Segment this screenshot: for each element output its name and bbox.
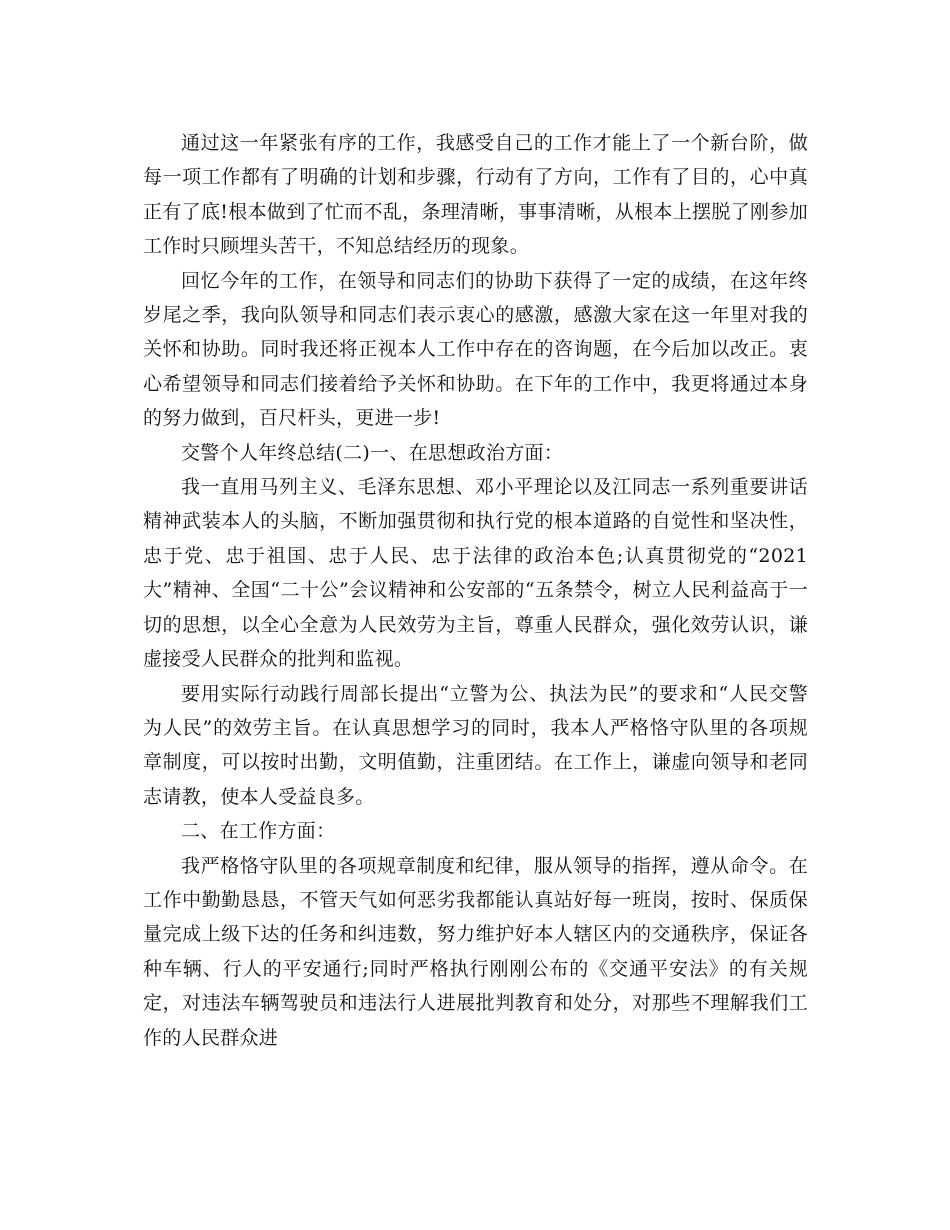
paragraph-3: 我一直用马列主义、毛泽东思想、邓小平理论以及江同志一系列重要讲话精神武装本人的头脑，不断加强贯彻和执行党的根本道路的自觉性和坚决性，忠于党、忠于祖国、忠于人民、忠于法律的政治本色;认真贯彻党的“2021大”精神、全国“二十公”会议精神和公安部的“五条禁令，树立人民利益高于一切的思想，以全心全意为人民效劳为主旨，尊重人民群众，强化效劳认识，谦虚接受人民群众的批判和监视。 [143, 476, 808, 671]
section-title: 交警个人年终总结(二) [181, 441, 371, 464]
paragraph-1: 通过这一年紧张有序的工作，我感受自己的工作才能上了一个新台阶，做每一项工作都有了明确的计划和步骤，行动有了方向，工作有了目的，心中真正有了底!根本做到了忙而不乱，条理清晰，事事清晰，从根本上摆脱了刚参加工作时只顾埋头苦干，不知总结经历的现象。 [143, 132, 808, 258]
paragraph-4: 要用实际行动践行周部长提出“立警为公、执法为民”的要求和“人民交警为人民”的效劳主旨。在认真思想学习的同时，我本人严格恪守队里的各项规章制度，可以按时出勤，文明值勤，注重团结。在工作上，谦虚向领导和老同志请教，使本人受益良多。 [143, 682, 808, 808]
document-body [143, 126, 808, 1055]
section-title-line [143, 436, 808, 470]
paragraph-2: 回忆今年的工作，在领导和同志们的协助下获得了一定的成绩，在这年终岁尾之季，我向队领导和同志们表示衷心的感激，感激大家在这一年里对我的关怀和协助。同时我还将正视本人工作中存在的咨询题，在今后加以改正。衷心希望领导和同志们接着给予关怀和协助。在下年的工作中，我更将通过本身的努力做到，百尺杆头，更进一步! [143, 269, 808, 430]
section-heading-politics: 一、在思想政治方面： [370, 441, 564, 464]
section-heading-work: 二、在工作方面： [181, 820, 336, 843]
paragraph-5: 我严格恪守队里的各项规章制度和纪律，服从领导的指挥，遵从命令。在工作中勤勤恳恳，不管天气如何恶劣我都能认真站好每一班岗，按时、保质保量完成上级下达的任务和纠违数，努力维护好本人辖区内的交通秩序，保证各种车辆、行人的平安通行;同时严格执行刚刚公布的《交通平安法》的有关规定，对违法车辆驾驶员和违法行人进展批判教育和处分，对那些不理解我们工作的人民群众进 [143, 854, 808, 1049]
